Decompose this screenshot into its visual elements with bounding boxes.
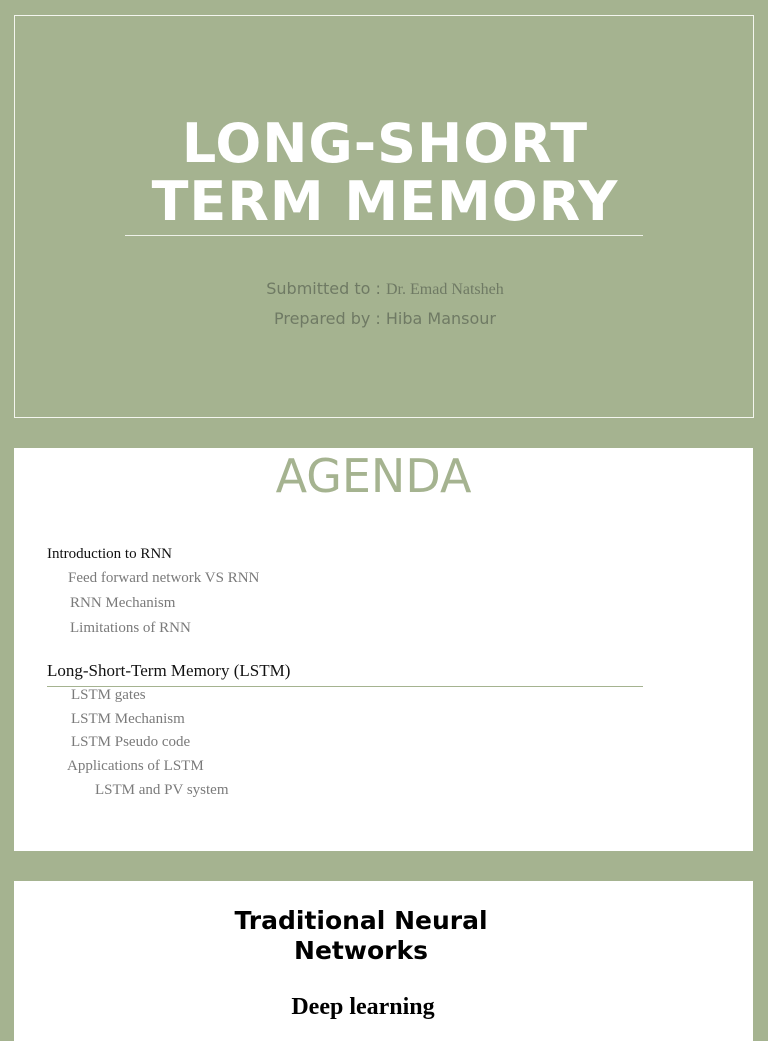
agenda-item: Limitations of RNN [70,620,191,636]
agenda-item: Feed forward network VS RNN [68,570,260,586]
agenda-title: AGENDA [275,449,472,503]
agenda-item: LSTM gates [71,687,146,703]
agenda-item: RNN Mechanism [70,595,176,611]
title-line-2: TERM MEMORY [151,170,619,233]
slide-heading [213,906,509,966]
traditional-nn-slide [14,881,753,1041]
heading-line-2: Networks [294,936,428,965]
agenda-slide [14,448,753,851]
title-divider [125,235,643,236]
title-slide [14,15,754,418]
subheading: Deep learning [291,994,435,1020]
submitted-to-line [15,279,755,300]
agenda-item: Introduction to RNN [47,546,172,562]
title-line-1: LONG-SHORT [181,112,589,175]
heading-line-1: Traditional Neural [234,906,488,935]
agenda-item: Long-Short-Term Memory (LSTM) [47,661,291,680]
agenda-item: Applications of LSTM [67,758,204,774]
prepared-by-line: Prepared by : Hiba Mansour [273,309,496,328]
slide-title [15,112,755,233]
submitted-name: Dr. Emad Natsheh [386,281,504,298]
agenda-item: LSTM Mechanism [71,711,185,727]
agenda-item: LSTM Pseudo code [71,734,191,750]
submitted-label: Submitted to : [266,279,386,298]
agenda-item: LSTM and PV system [95,782,229,798]
